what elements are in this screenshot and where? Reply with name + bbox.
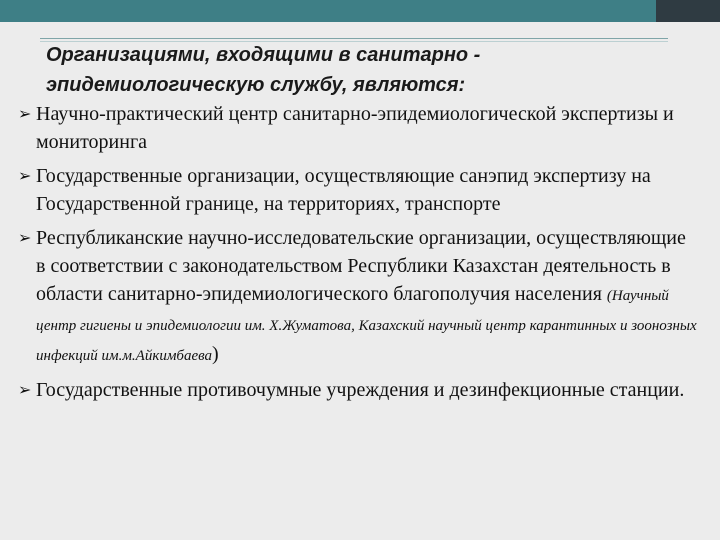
heading-line-1: Организациями, входящими в санитарно - bbox=[46, 44, 481, 66]
list-item-text: Научно-практический центр санитарно-эпидемиологической экспертизы и мониторинга bbox=[36, 103, 674, 153]
list-item-text: Республиканские научно-исследовательские организации, осуществляющие в соответствии с законодательством Республики Казахстан деятельность в области санитарно-эпидемиологического благополучия населения bbox=[36, 227, 686, 305]
list-item-note: (Научный центр гигиены и эпидемиологии им. Х.Жуматова, Казахский научный центр карантинных и зоонозных инфекций им.м.Айкимбаева bbox=[36, 288, 697, 364]
arrow-bullet-icon: ➢ bbox=[18, 380, 32, 399]
heading-line-2: эпидемиологическую службу, являются: bbox=[46, 74, 466, 96]
list-item-text: Государственные организации, осуществляющие санэпид экспертизу на Государственной границе, на территориях, транспорте bbox=[36, 165, 651, 215]
arrow-bullet-icon: ➢ bbox=[18, 104, 32, 123]
arrow-bullet-icon: ➢ bbox=[18, 228, 32, 247]
list-item-text: Государственные противочумные учреждения и дезинфекционные станции. bbox=[36, 379, 685, 401]
list-item bbox=[18, 224, 698, 370]
header-divider bbox=[40, 38, 668, 39]
list-item bbox=[18, 162, 698, 218]
arrow-bullet-icon: ➢ bbox=[18, 166, 32, 185]
list-item bbox=[18, 100, 698, 156]
organization-list bbox=[18, 100, 698, 410]
list-item bbox=[18, 376, 698, 404]
top-corner-block bbox=[656, 0, 720, 22]
slide-heading bbox=[46, 40, 646, 100]
list-item-note-close: ) bbox=[212, 343, 219, 365]
top-accent-bar bbox=[0, 0, 720, 22]
